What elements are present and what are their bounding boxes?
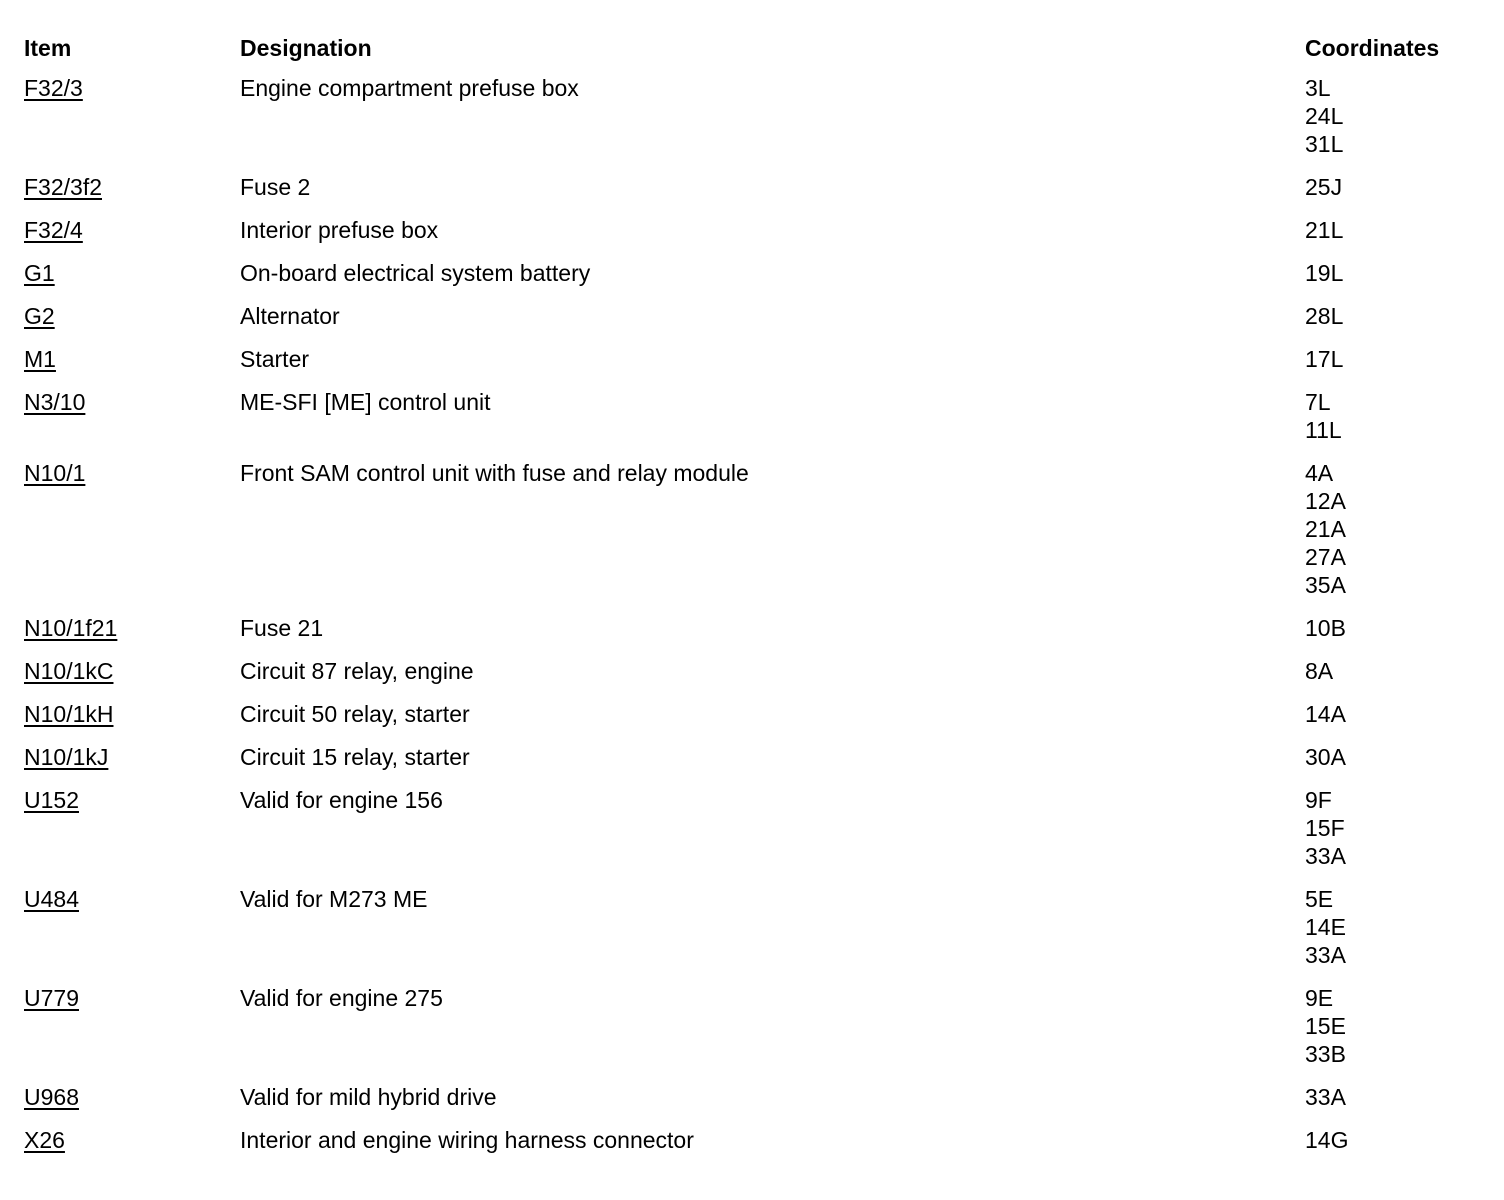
designation-text: Interior and engine wiring harness connector bbox=[240, 1127, 694, 1153]
item-link[interactable]: U779 bbox=[24, 985, 79, 1011]
coordinate-value: 5E bbox=[1305, 886, 1334, 912]
item-link[interactable]: X26 bbox=[24, 1127, 65, 1153]
coordinate-value: 24L bbox=[1305, 103, 1344, 129]
table-row bbox=[24, 216, 1484, 244]
designation-text: Fuse 21 bbox=[240, 615, 324, 641]
designation-text: Valid for M273 ME bbox=[240, 886, 428, 912]
table-row bbox=[24, 74, 1484, 158]
coordinate-value: 12A bbox=[1305, 488, 1346, 514]
coordinate-value: 9E bbox=[1305, 985, 1334, 1011]
table-row bbox=[24, 984, 1484, 1068]
coordinates-list bbox=[1305, 614, 1484, 642]
coordinate-value: 14A bbox=[1305, 701, 1346, 727]
designation-text: On-board electrical system battery bbox=[240, 260, 591, 286]
coordinate-value: 4A bbox=[1305, 460, 1334, 486]
table-row bbox=[24, 1126, 1484, 1154]
table-header bbox=[24, 30, 1484, 74]
coordinate-value: 7L bbox=[1305, 389, 1331, 415]
coordinate-value: 9F bbox=[1305, 787, 1332, 813]
table-row bbox=[24, 700, 1484, 728]
coordinate-value: 19L bbox=[1305, 260, 1344, 286]
item-link[interactable]: N10/1kJ bbox=[24, 744, 109, 770]
designation-column-header: Designation bbox=[240, 35, 372, 61]
coordinate-value: 27A bbox=[1305, 544, 1346, 570]
coordinates-list bbox=[1305, 216, 1484, 244]
item-link[interactable]: N10/1kC bbox=[24, 658, 114, 684]
table-row bbox=[24, 459, 1484, 599]
table-row bbox=[24, 885, 1484, 969]
coordinates-list bbox=[1305, 1083, 1484, 1111]
coordinate-value: 8A bbox=[1305, 658, 1334, 684]
coordinate-value: 35A bbox=[1305, 572, 1346, 598]
coordinate-value: 17L bbox=[1305, 346, 1344, 372]
item-link[interactable]: U152 bbox=[24, 787, 79, 813]
item-link[interactable]: F32/4 bbox=[24, 217, 83, 243]
table-row bbox=[24, 259, 1484, 287]
designation-text: Circuit 87 relay, engine bbox=[240, 658, 474, 684]
item-link[interactable]: N10/1kH bbox=[24, 701, 114, 727]
coordinates-list bbox=[1305, 388, 1484, 444]
table-row bbox=[24, 388, 1484, 444]
component-legend-table bbox=[24, 30, 1484, 1169]
coordinates-list bbox=[1305, 1126, 1484, 1154]
item-link[interactable]: M1 bbox=[24, 346, 56, 372]
designation-text: Starter bbox=[240, 346, 310, 372]
coordinates-list bbox=[1305, 743, 1484, 771]
designation-text: Circuit 50 relay, starter bbox=[240, 701, 470, 727]
coordinates-list bbox=[1305, 302, 1484, 330]
coordinates-list bbox=[1305, 786, 1484, 870]
coordinates-list bbox=[1305, 885, 1484, 969]
coordinate-value: 30A bbox=[1305, 744, 1346, 770]
coordinate-value: 14E bbox=[1305, 914, 1346, 940]
item-link[interactable]: N3/10 bbox=[24, 389, 86, 415]
table-body bbox=[24, 74, 1484, 1154]
coordinate-value: 14G bbox=[1305, 1127, 1349, 1153]
coordinate-value: 33A bbox=[1305, 843, 1346, 869]
designation-text: Engine compartment prefuse box bbox=[240, 75, 579, 101]
coordinates-list bbox=[1305, 345, 1484, 373]
coordinate-value: 28L bbox=[1305, 303, 1344, 329]
table-row bbox=[24, 657, 1484, 685]
item-link[interactable]: F32/3 bbox=[24, 75, 83, 101]
coordinate-value: 33B bbox=[1305, 1041, 1346, 1067]
item-link[interactable]: N10/1 bbox=[24, 460, 86, 486]
coordinates-list bbox=[1305, 459, 1484, 599]
item-link[interactable]: F32/3f2 bbox=[24, 174, 102, 200]
table-row bbox=[24, 743, 1484, 771]
designation-text: Valid for engine 275 bbox=[240, 985, 443, 1011]
coordinates-list bbox=[1305, 74, 1484, 158]
coordinates-list bbox=[1305, 984, 1484, 1068]
item-link[interactable]: U968 bbox=[24, 1084, 79, 1110]
item-link[interactable]: U484 bbox=[24, 886, 79, 912]
coordinates-list bbox=[1305, 657, 1484, 685]
coordinate-value: 15E bbox=[1305, 1013, 1346, 1039]
coordinate-value: 21L bbox=[1305, 217, 1344, 243]
item-link[interactable]: G1 bbox=[24, 260, 55, 286]
table-row bbox=[24, 345, 1484, 373]
table-row bbox=[24, 786, 1484, 870]
designation-text: Fuse 2 bbox=[240, 174, 311, 200]
designation-text: Circuit 15 relay, starter bbox=[240, 744, 470, 770]
coordinate-value: 3L bbox=[1305, 75, 1331, 101]
table-row bbox=[24, 173, 1484, 201]
coordinate-value: 33A bbox=[1305, 1084, 1346, 1110]
coordinate-value: 25J bbox=[1305, 174, 1343, 200]
coordinates-list bbox=[1305, 259, 1484, 287]
coordinates-list bbox=[1305, 700, 1484, 728]
table-row bbox=[24, 614, 1484, 642]
coordinate-value: 11L bbox=[1305, 417, 1342, 443]
designation-text: Valid for engine 156 bbox=[240, 787, 443, 813]
coordinate-value: 10B bbox=[1305, 615, 1346, 641]
item-link[interactable]: G2 bbox=[24, 303, 55, 329]
item-column-header: Item bbox=[24, 35, 72, 61]
designation-text: Valid for mild hybrid drive bbox=[240, 1084, 497, 1110]
designation-text: ME-SFI [ME] control unit bbox=[240, 389, 491, 415]
designation-text: Front SAM control unit with fuse and relay module bbox=[240, 460, 749, 486]
designation-text: Interior prefuse box bbox=[240, 217, 439, 243]
designation-text: Alternator bbox=[240, 303, 340, 329]
coordinate-value: 21A bbox=[1305, 516, 1346, 542]
coordinates-column-header: Coordinates bbox=[1305, 35, 1440, 61]
table-row bbox=[24, 1083, 1484, 1111]
coordinate-value: 33A bbox=[1305, 942, 1346, 968]
coordinates-list bbox=[1305, 173, 1484, 201]
item-link[interactable]: N10/1f21 bbox=[24, 615, 118, 641]
table-row bbox=[24, 302, 1484, 330]
coordinate-value: 31L bbox=[1305, 131, 1344, 157]
coordinate-value: 15F bbox=[1305, 815, 1345, 841]
